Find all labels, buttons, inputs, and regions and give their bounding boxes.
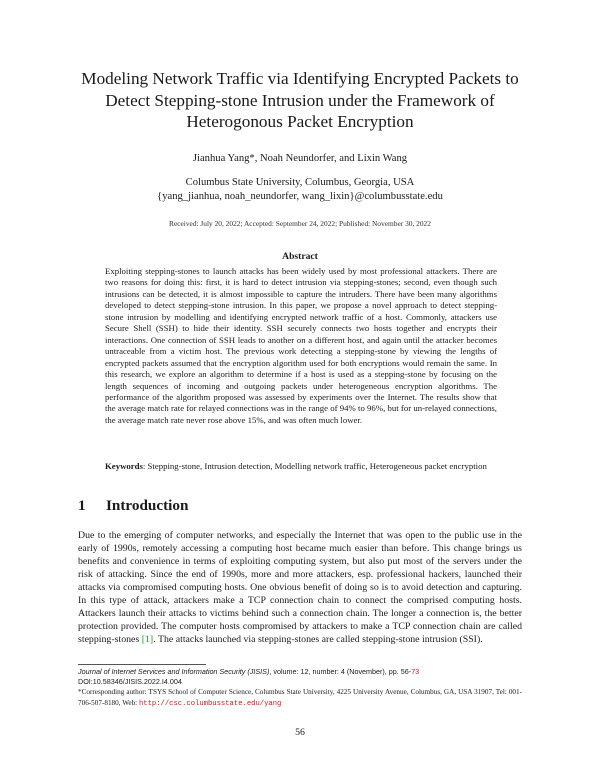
journal-details: , volume: 12, number: 4 (November), pp. 56- [269, 667, 412, 676]
introduction-paragraph [78, 529, 522, 646]
author-emails: {yang_jianhua, noah_neundorfer, wang_lixin}@columbusstate.edu [157, 190, 443, 202]
author-web-link[interactable]: http://csc.columbusstate.edu/yang [138, 699, 282, 708]
page-number: 56 [295, 727, 305, 738]
corresponding-author [78, 687, 522, 708]
institution: Columbus State University, Columbus, Georgia, USA [185, 177, 415, 188]
doi: DOI:10.58346/JISIS.2022.I4.004 [78, 677, 182, 687]
journal-info [78, 667, 522, 677]
paper-title: Modeling Network Traffic via Identifying Encrypted Packets to Detect Stepping-stone Intrusion under the Framework of Heterogonous Packet Encryption [81, 69, 519, 131]
keywords-text: Stepping-stone, Intrusion detection, Modelling network traffic, Heterogeneous packet encryption [147, 461, 487, 471]
journal-name: Journal of Internet Services and Information Security (JISIS) [78, 667, 270, 676]
keywords-label: Keywords [105, 461, 143, 471]
section-heading [78, 497, 188, 515]
abstract-text: Exploiting stepping-stones to launch attacks has been widely used by most professional attackers. There are two reasons for doing this: first, it is hard to detect intrusion via stepping-stones; second, even though such intrusions can be detected, it is almost impossible to capture the intruders. There have been many algorithms developed to detect stepping-stone intrusion. In this paper, we propose a novel approach to detect stepping-stone intrusion by modelling and identifying encrypted network traffic of a host. Commonly, attackers use Secure Shell (SSH) to hide their identity. SSH securely connects two hosts together and encrypts their interactions. One connection of SSH leads to another on a different host, and again until the attacker becomes untraceable from a victim host. The previous work detecting a stepping-stone by viewing the lengths of encrypted packets assumed that the encryption algorithm used for both encryptions would remain the same. In this research, we explore an algorithm to determine if a host is used as a stepping-stone by focusing on the length sequences of incoming and outgoing packets under heterogeneous encryption algorithms. The performance of the algorithm proposed was assessed by experiments over the Internet. The results show that the average match rate for relayed connections was in the range of 94% to 96%, but for un-relayed connections, the average match rate never rose above 15%, and was often much lower. [105, 266, 497, 425]
affiliation [60, 176, 540, 203]
citation-link[interactable]: [1] [141, 634, 154, 646]
section-title: Introduction [106, 497, 189, 514]
footnotes [78, 667, 522, 709]
intro-text: Due to the emerging of computer networks, and especially the Internet that was open to the public use in the early of 1990s, remotely accessing a computing host became much easier than before. This change brings us benefits and convenience in terms of exploiting computing system, but also put most of the servers under the risk of attacking. Since the end of 1990s, more and more attackers, esp. professional hackers, launched their attacks via compromised computing hosts. One obvious benefit of doing so is to avoid detection and capturing. In this type of attack, attackers make a TCP connection chain to connect the comprised computing hosts. Attackers launch their attacks to victims behind such a connection chain. The longer a connection is, the better protection provided. The computer hosts compromised by attackers to make a TCP connection chain are called stepping-stones [78, 530, 522, 646]
section-number: 1 [78, 497, 86, 514]
keywords: Keywords: Stepping-stone, Intrusion detection, Modelling network traffic, Heterogeneous packet encryption [105, 461, 487, 471]
intro-text-end: . The attacks launched via stepping-stones are called stepping-stone intrusion (SSI). [153, 634, 483, 646]
abstract-heading: Abstract [282, 251, 318, 262]
last-page-link[interactable]: 73 [411, 667, 420, 676]
author-list: Jianhua Yang*, Noah Neundorfer, and Lixin Wang [192, 153, 408, 164]
footnote-rule [78, 664, 206, 665]
publication-dates: Received: July 20, 2022; Accepted: September 24, 2022; Published: November 30, 2022 [169, 219, 431, 228]
corresponding-text: *Corresponding author: TSYS School of Computer Science, Columbus State University, 4225 University Avenue, Columbus, GA, USA 31907, Tel: 001-706-507-8180, Web: [78, 688, 522, 707]
